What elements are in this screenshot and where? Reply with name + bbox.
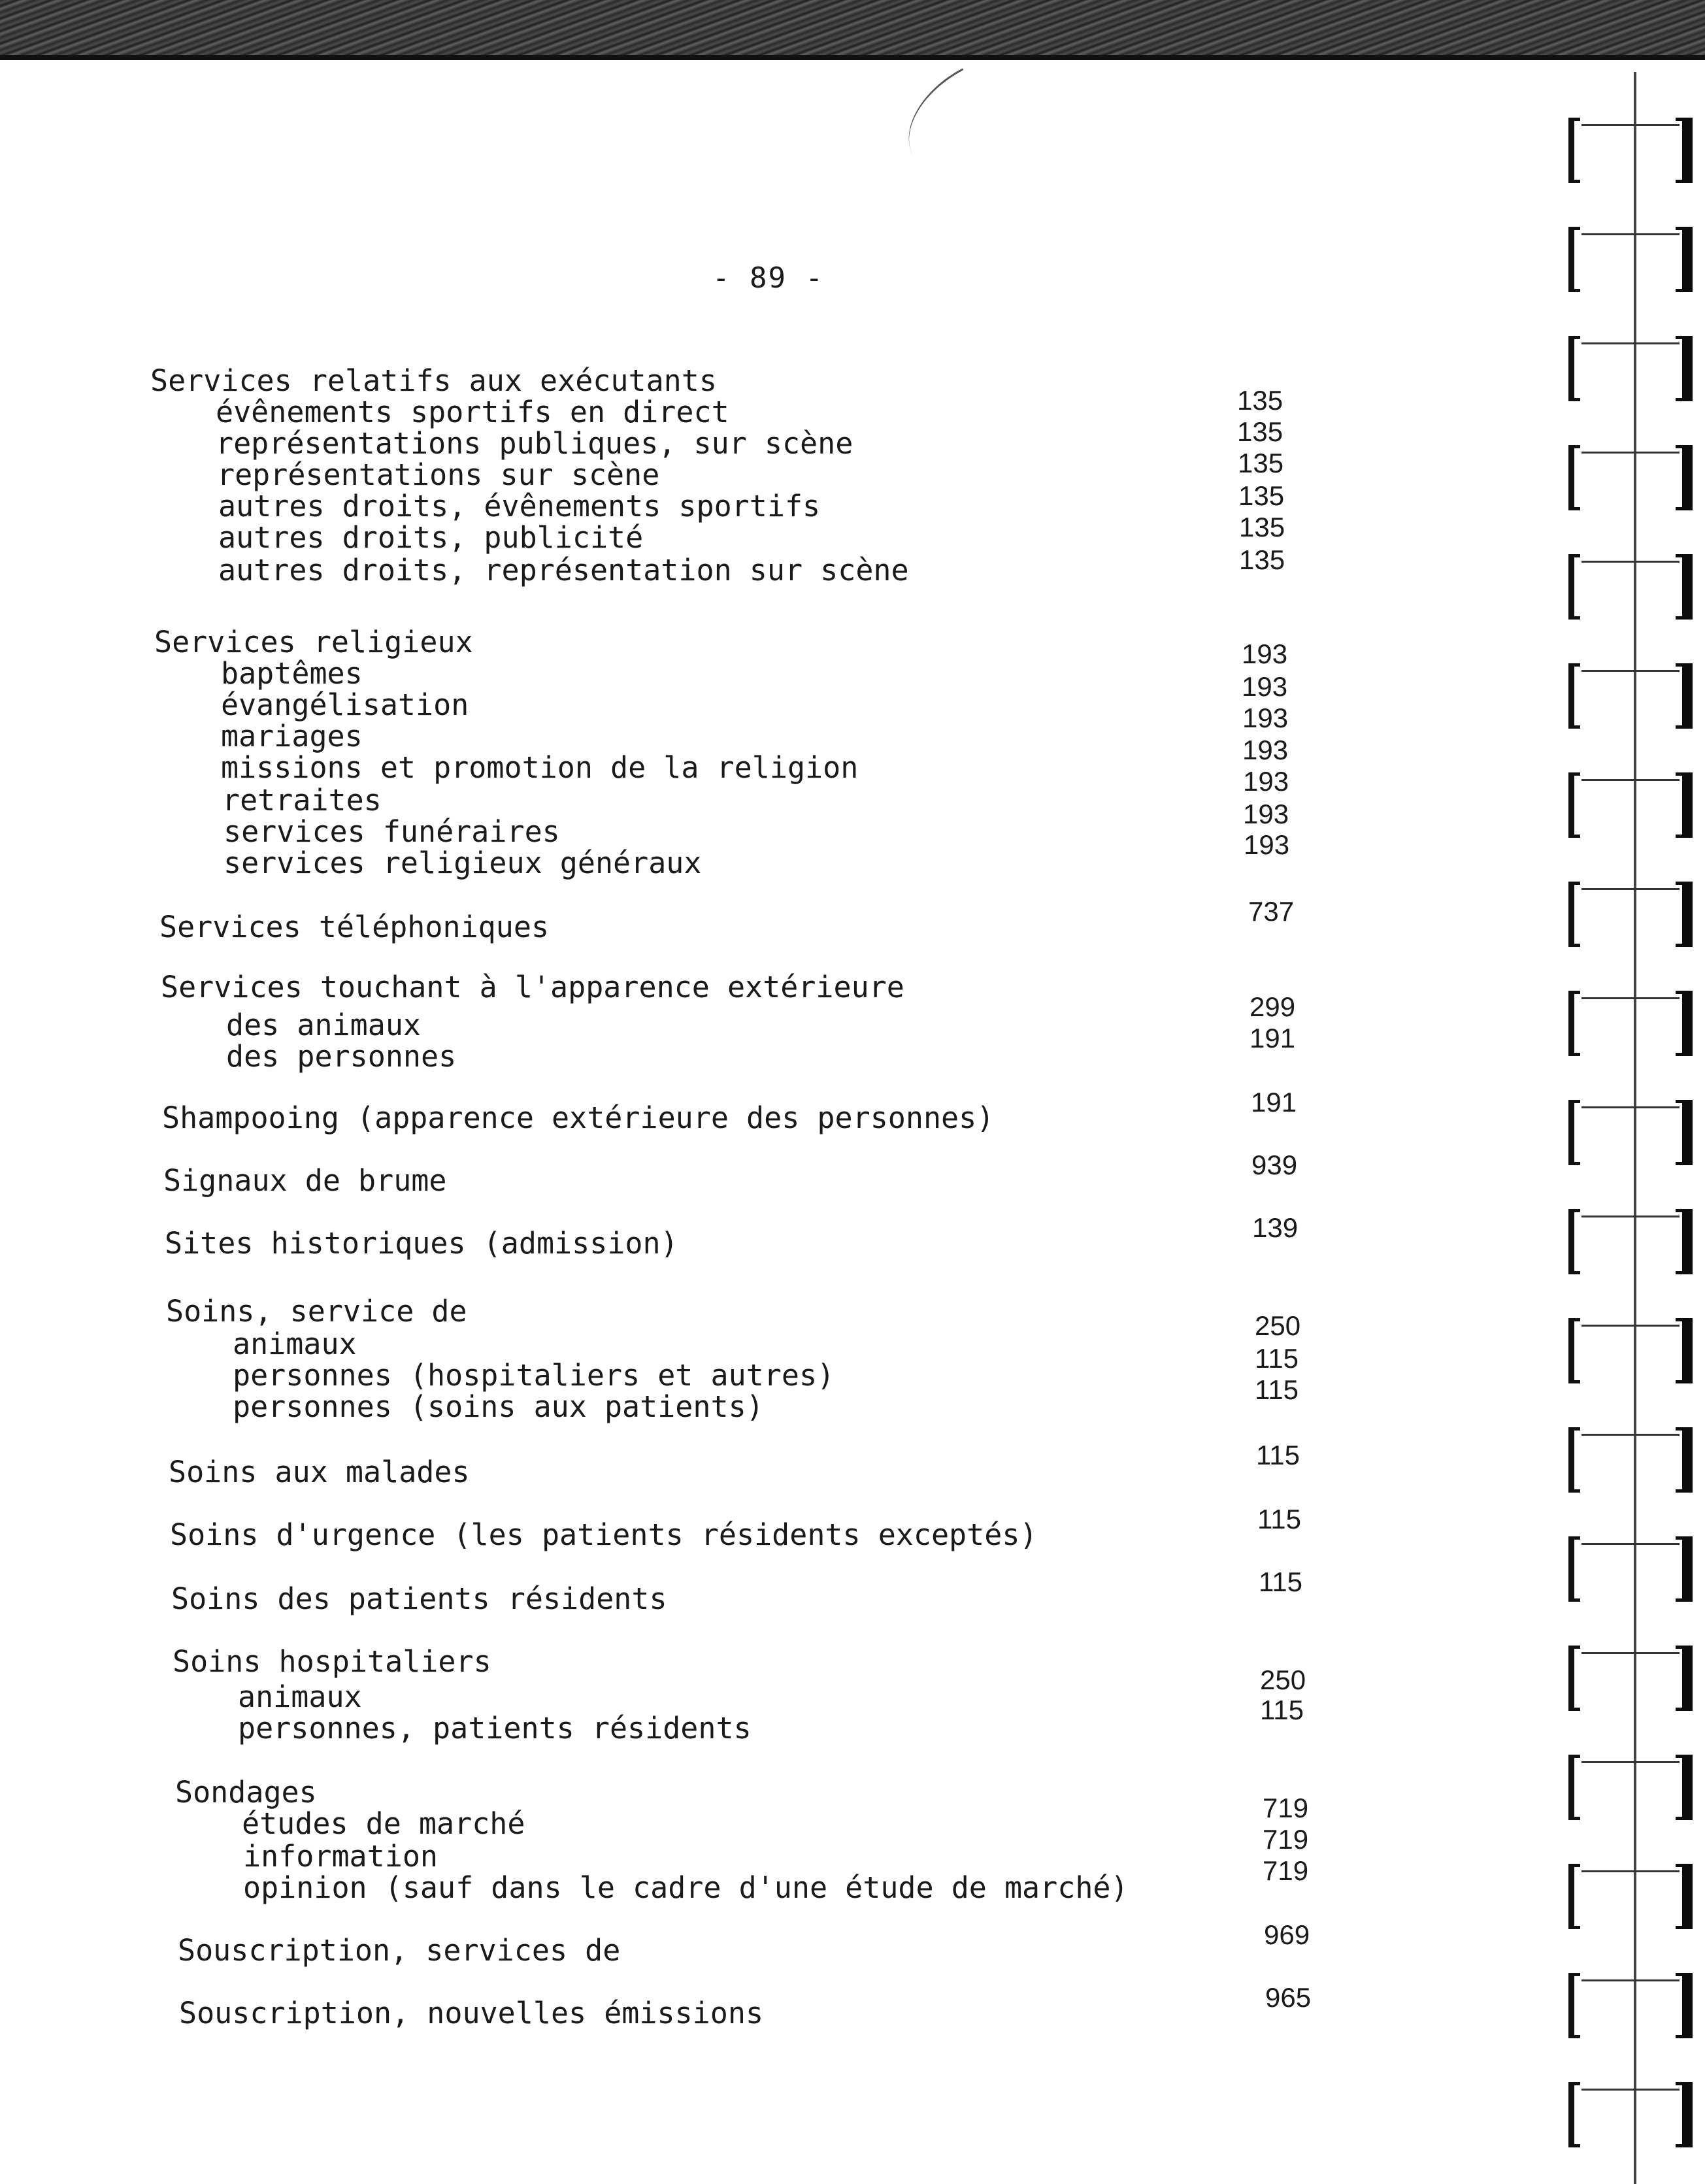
index-code: 193: [1243, 799, 1289, 829]
binding-ring-part: [1676, 882, 1693, 947]
binding-ring-part: [1568, 991, 1580, 1056]
binding-ring-part: [1676, 1973, 1693, 2038]
index-subentry: des animaux: [226, 1008, 422, 1042]
binding-ring-part: [1581, 1761, 1680, 1763]
binding-ring-part: [1568, 1864, 1580, 1929]
binding-ring: [1568, 991, 1693, 1056]
binding-ring-part: [1676, 772, 1693, 838]
binding-ring-part: [1581, 1979, 1680, 1981]
index-subentry: retraites: [222, 783, 382, 818]
binding-ring-part: [1676, 991, 1693, 1056]
binding-ring-part: [1676, 1536, 1693, 1602]
index-subentry: animaux: [233, 1327, 357, 1361]
index-code: 191: [1250, 1023, 1296, 1053]
binding-ring-part: [1581, 997, 1680, 999]
index-heading: Soins hospitaliers: [173, 1644, 491, 1679]
index-subentry: personnes (hospitaliers et autres): [233, 1358, 835, 1393]
binding-ring: [1568, 554, 1693, 620]
index-code: 135: [1238, 480, 1285, 511]
binding-ring-part: [1568, 1755, 1580, 1820]
index-code: 115: [1260, 1695, 1304, 1725]
binding-ring: [1568, 1318, 1693, 1383]
binding-ring-part: [1676, 554, 1693, 620]
index-code: 193: [1242, 735, 1289, 765]
index-code: 135: [1237, 385, 1283, 416]
index-subentry: études de marché: [242, 1806, 525, 1841]
binding-ring-part: [1581, 888, 1680, 890]
binding-ring-part: [1581, 1434, 1680, 1436]
index-code: 965: [1265, 1982, 1312, 2013]
binding-ring-part: [1581, 452, 1680, 454]
index-heading: Sondages: [175, 1775, 317, 1810]
binding-ring-part: [1676, 1864, 1693, 1929]
page-number: - 89 -: [712, 261, 824, 295]
binding-ring: [1568, 445, 1693, 510]
binding-ring-part: [1676, 445, 1693, 510]
binding-ring: [1568, 1864, 1693, 1929]
index-heading: Services touchant à l'apparence extérieure: [161, 970, 904, 1004]
index-subentry: animaux: [238, 1679, 362, 1714]
index-subentry: autres droits, publicité: [218, 520, 644, 555]
index-code: 193: [1242, 638, 1288, 669]
index-subentry: évênements sportifs en direct: [216, 395, 729, 429]
index-code: 939: [1251, 1150, 1298, 1180]
index-code: 250: [1260, 1664, 1306, 1695]
index-subentry: autres droits, évênements sportifs: [218, 489, 821, 523]
binding-ring: [1568, 1973, 1693, 2038]
binding-ring: [1568, 1100, 1693, 1165]
scan-top-edge: [0, 55, 1705, 60]
index-code: 191: [1251, 1087, 1297, 1117]
binding-ring-part: [1676, 227, 1693, 292]
index-heading: Soins, service de: [166, 1294, 467, 1329]
index-code: 115: [1257, 1504, 1301, 1534]
binding-ring-part: [1676, 1318, 1693, 1383]
binding-ring-part: [1568, 2082, 1580, 2147]
scan-top-band: [0, 0, 1705, 59]
index-code: 719: [1263, 1824, 1309, 1855]
binding-ring-part: [1568, 445, 1580, 510]
index-subentry: baptêmes: [221, 656, 363, 691]
binding-ring-part: [1568, 336, 1580, 401]
binding-ring-part: [1676, 663, 1693, 729]
index-code: 193: [1242, 671, 1288, 702]
index-code: 969: [1264, 1919, 1310, 1950]
index-subentry: évangélisation: [221, 687, 469, 722]
binding-ring-part: [1568, 554, 1580, 620]
index-subentry: représentations sur scène: [217, 457, 660, 492]
binding-ring-part: [1568, 1427, 1580, 1493]
index-code: 115: [1256, 1440, 1300, 1470]
index-heading: Services relatifs aux exécutants: [150, 363, 717, 398]
index-subentry: des personnes: [226, 1039, 457, 1074]
binding-ring: [1568, 882, 1693, 947]
binding-ring-part: [1568, 227, 1580, 292]
index-code: 115: [1255, 1374, 1299, 1405]
index-heading: Shampooing (apparence extérieure des personnes): [162, 1100, 995, 1135]
binding-ring-part: [1676, 336, 1693, 401]
pen-mark: [887, 68, 988, 156]
binding-ring-part: [1676, 1209, 1693, 1274]
index-code: 193: [1244, 829, 1290, 860]
binding-ring-part: [1568, 772, 1580, 838]
binding-ring: [1568, 1209, 1693, 1274]
index-code: 115: [1259, 1566, 1302, 1597]
binding-ring-part: [1581, 2089, 1680, 2091]
index-heading: Soins des patients résidents: [171, 1581, 667, 1616]
binding-ring-part: [1568, 663, 1580, 729]
index-heading: Sites historiques (admission): [165, 1226, 678, 1261]
binding-ring: [1568, 1755, 1693, 1820]
binding-ring-part: [1581, 1325, 1680, 1327]
index-code: 135: [1238, 448, 1284, 478]
binding-ring-part: [1676, 1427, 1693, 1493]
index-heading: Souscription, nouvelles émissions: [179, 1996, 764, 2030]
binding-ring-part: [1581, 670, 1680, 672]
index-heading: Services téléphoniques: [159, 910, 550, 944]
binding-ring-part: [1676, 118, 1693, 183]
binding-ring-part: [1568, 1318, 1580, 1383]
binding-ring: [1568, 2082, 1693, 2147]
binding-ring-part: [1581, 124, 1680, 126]
spiral-binding: [1555, 72, 1705, 2184]
binding-ring-part: [1568, 1973, 1580, 2038]
index-code: 719: [1263, 1855, 1309, 1886]
binding-ring: [1568, 336, 1693, 401]
binding-ring: [1568, 1536, 1693, 1602]
index-subentry: mariages: [221, 719, 363, 753]
binding-ring-part: [1581, 233, 1680, 235]
binding-ring-part: [1581, 779, 1680, 781]
binding-ring-part: [1676, 1100, 1693, 1165]
binding-ring: [1568, 118, 1693, 183]
index-code: 737: [1248, 896, 1295, 927]
binding-ring: [1568, 1427, 1693, 1493]
binding-ring-part: [1568, 1209, 1580, 1274]
index-heading: Soins d'urgence (les patients résidents exceptés): [170, 1517, 1038, 1552]
binding-ring-part: [1568, 1646, 1580, 1711]
binding-ring-part: [1581, 1543, 1680, 1545]
index-code: 135: [1237, 416, 1283, 447]
binding-ring-part: [1568, 882, 1580, 947]
index-code: 250: [1255, 1310, 1301, 1341]
index-code: 115: [1255, 1343, 1299, 1374]
binding-ring-part: [1581, 1106, 1680, 1108]
index-code: 299: [1250, 991, 1296, 1022]
index-subentry: information: [243, 1839, 439, 1874]
index-subentry: personnes (soins aux patients): [233, 1389, 764, 1424]
index-subentry: opinion (sauf dans le cadre d'une étude de marché): [243, 1870, 1129, 1905]
binding-ring-part: [1581, 1216, 1680, 1217]
index-code: 193: [1243, 766, 1289, 797]
index-heading: Signaux de brume: [163, 1163, 447, 1198]
binding-ring: [1568, 227, 1693, 292]
index-code: 139: [1252, 1212, 1299, 1243]
binding-ring: [1568, 663, 1693, 729]
index-subentry: services funéraires: [223, 814, 560, 849]
binding-ring: [1568, 1646, 1693, 1711]
index-code: 193: [1242, 703, 1289, 733]
binding-ring-part: [1676, 1646, 1693, 1711]
index-subentry: représentations publiques, sur scène: [216, 426, 853, 461]
binding-ring-part: [1581, 1870, 1680, 1872]
index-subentry: services religieux généraux: [223, 846, 702, 880]
index-subentry: personnes, patients résidents: [238, 1711, 752, 1746]
index-heading: Souscription, services de: [178, 1933, 621, 1968]
binding-ring-part: [1568, 118, 1580, 183]
index-code: 135: [1239, 544, 1285, 575]
index-code: 135: [1239, 512, 1285, 542]
index-subentry: missions et promotion de la religion: [221, 750, 859, 785]
binding-ring-part: [1581, 561, 1680, 563]
binding-ring-part: [1676, 1755, 1693, 1820]
binding-ring-part: [1568, 1100, 1580, 1165]
index-code: 719: [1263, 1793, 1309, 1823]
binding-ring-part: [1581, 342, 1680, 344]
binding-ring-part: [1581, 1652, 1680, 1654]
index-subentry: autres droits, représentation sur scène: [218, 553, 909, 587]
binding-ring-part: [1568, 1536, 1580, 1602]
binding-ring: [1568, 772, 1693, 838]
index-heading: Soins aux malades: [169, 1455, 470, 1489]
binding-ring-part: [1676, 2082, 1693, 2147]
index-heading: Services religieux: [154, 625, 473, 659]
